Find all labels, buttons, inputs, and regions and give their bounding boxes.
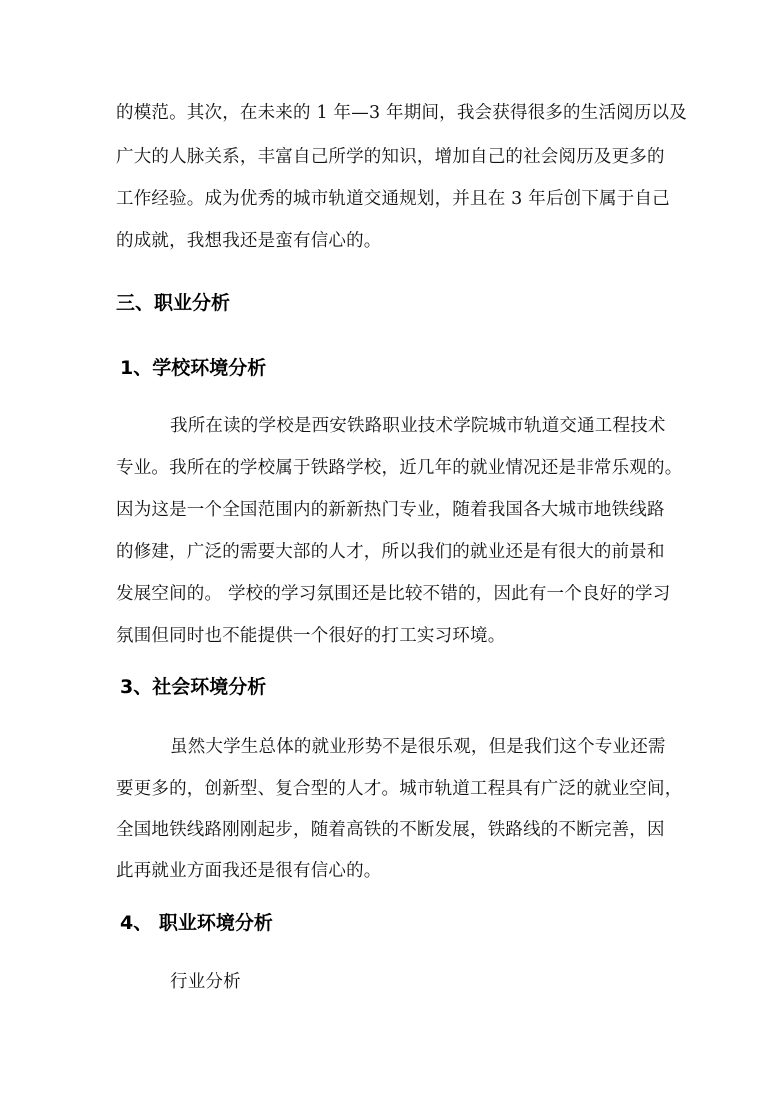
industry-analysis-label: 行业分析 xyxy=(170,972,241,992)
school-line-2: 专业。我所在的学校属于铁路学校，近几年的就业情况还是非常乐观的。 xyxy=(116,458,683,478)
school-heading: 1、学校环境分析 xyxy=(120,357,267,379)
school-line-4: 的修建，广泛的需要大部的人才，所以我们的就业还是有很大的前景和 xyxy=(116,542,665,562)
society-line-3: 全国地铁线路刚刚起步，随着高铁的不断发展，铁路线的不断完善，因 xyxy=(116,820,665,840)
school-line-6: 氛围但同时也不能提供一个很好的打工实习环境。 xyxy=(116,626,506,646)
school-line-5: 发展空间的。 学校的学习氛围还是比较不错的，因此有一个良好的学习 xyxy=(116,584,671,604)
intro-line-3: 工作经验。成为优秀的城市轨道交通规划，并且在 3 年后创下属于自己 xyxy=(116,189,670,209)
intro-line-2: 广大的人脉关系，丰富自己所学的知识，增加自己的社会阅历及更多的 xyxy=(116,147,665,167)
section-title: 三、职业分析 xyxy=(116,292,231,314)
career-heading: 4、 职业环境分析 xyxy=(120,912,273,934)
society-line-4: 此再就业方面我还是很有信心的。 xyxy=(116,861,382,881)
society-heading: 3、社会环境分析 xyxy=(120,676,267,698)
intro-line-1: 的模范。其次，在未来的 1 年—3 年期间，我会获得很多的生活阅历以及 xyxy=(116,103,687,123)
intro-line-4: 的成就，我想我还是蛮有信心的。 xyxy=(116,231,382,251)
society-line-1: 虽然大学生总体的就业形势不是很乐观，但是我们这个专业还需 xyxy=(170,737,666,757)
school-line-1: 我所在读的学校是西安铁路职业技术学院城市轨道交通工程技术 xyxy=(170,416,666,436)
school-line-3: 因为这是一个全国范围内的新新热门专业，随着我国各大城市地铁线路 xyxy=(116,500,665,520)
society-line-2: 要更多的，创新型、复合型的人才。城市轨道工程具有广泛的就业空间， xyxy=(116,779,683,799)
